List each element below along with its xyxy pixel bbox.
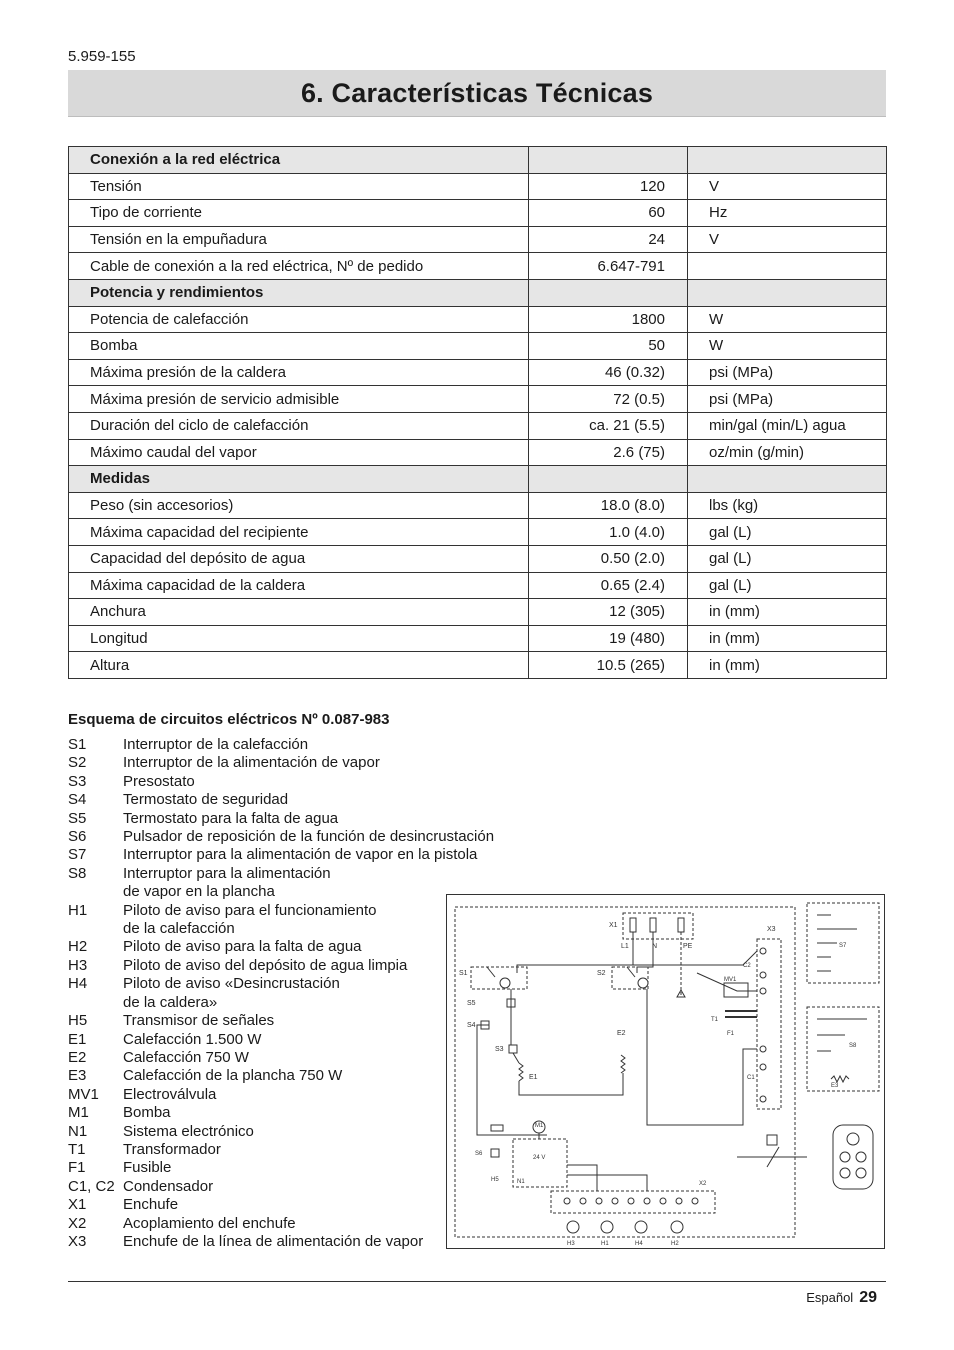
table-row — [69, 412, 887, 439]
wire — [567, 1175, 647, 1191]
cell-value: 2.6 (75) — [529, 439, 688, 466]
s4-label: S4 — [467, 1022, 476, 1029]
cell-label: Máxima capacidad del recipiente — [69, 519, 529, 546]
legend-description: Enchufe de la línea de alimentación de vapor — [123, 1232, 424, 1250]
legend-code: S2 — [68, 754, 87, 772]
legend-description: Interruptor para la alimentación — [123, 864, 331, 882]
cell-label: Tipo de corriente — [69, 200, 529, 227]
cell-value: 50 — [529, 333, 688, 360]
cell-label: Cable de conexión a la red eléctrica, Nº de pedido — [69, 253, 529, 280]
s2-label: S2 — [597, 970, 606, 977]
cell-label: Tensión en la empuñadura — [69, 226, 529, 253]
cell-unit: gal (L) — [688, 545, 887, 572]
wire — [567, 1165, 597, 1191]
specifications-table — [68, 146, 887, 679]
x1-label: X1 — [609, 922, 618, 929]
x2-pin — [692, 1198, 698, 1204]
cell-value: 1800 — [529, 306, 688, 333]
h2-lamp-icon — [671, 1221, 683, 1233]
s5-label: S5 — [467, 1000, 476, 1007]
e3-heater — [831, 1076, 849, 1082]
footer-rule — [68, 1281, 886, 1282]
legend-description: Sistema electrónico — [123, 1122, 254, 1140]
legend-description: Piloto de aviso para la falta de agua — [123, 938, 362, 956]
legend-description-continued: de vapor en la plancha — [123, 883, 275, 901]
cell-unit — [688, 466, 887, 493]
wire — [513, 1053, 519, 1063]
legend-description: Piloto de aviso «Desincrustación — [123, 975, 340, 993]
legend-description: Piloto de aviso del depósito de agua limpia — [123, 956, 408, 974]
legend-item — [68, 791, 538, 809]
legend-code: S3 — [68, 772, 87, 790]
s1-lamp-icon — [500, 978, 510, 988]
legend-item — [68, 773, 538, 791]
legend-description-continued: de la calefacción — [123, 920, 235, 938]
x2-coupling-box — [551, 1191, 715, 1213]
legend-code: X3 — [68, 1232, 87, 1250]
c2-label: C2 — [743, 963, 751, 969]
table-row — [69, 572, 887, 599]
cell-value — [529, 466, 688, 493]
cell-value: 12 (305) — [529, 599, 688, 626]
e1-heater — [519, 1063, 523, 1081]
cell-value: 18.0 (8.0) — [529, 492, 688, 519]
e1-label: E1 — [529, 1074, 538, 1081]
cell-unit: gal (L) — [688, 519, 887, 546]
plug-pin — [856, 1168, 866, 1178]
cell-label: Bomba — [69, 333, 529, 360]
plug-pin — [856, 1152, 866, 1162]
legend-item — [68, 754, 538, 772]
x1-pin-n — [650, 918, 656, 932]
n1-label: N1 — [517, 1179, 525, 1185]
legend-code: S6 — [68, 828, 87, 846]
e2-heater — [621, 1055, 625, 1073]
cell-value: 60 — [529, 200, 688, 227]
table-row — [69, 625, 887, 652]
legend-description: Interruptor de la calefacción — [123, 736, 309, 753]
cell-unit: W — [688, 306, 887, 333]
cell-unit: in (mm) — [688, 652, 887, 679]
legend-description: Enchufe — [123, 1196, 179, 1214]
h1-lamp-icon — [601, 1221, 613, 1233]
legend-code: M1 — [68, 1104, 89, 1122]
s8-label: S8 — [849, 1043, 857, 1049]
page-footer — [806, 1289, 877, 1307]
cell-value: 120 — [529, 173, 688, 200]
table-section-row — [69, 466, 887, 493]
legend-description: Calefacción de la plancha 750 W — [123, 1067, 343, 1085]
s1-switch-box — [471, 967, 527, 989]
legend-code: T1 — [68, 1140, 86, 1158]
legend-description-continued: de la caldera» — [123, 993, 218, 1011]
page-number: 29 — [859, 1289, 877, 1306]
circuit-legend-title: Esquema de circuitos eléctricos Nº 0.087-983 — [68, 711, 390, 728]
legend-code: X1 — [68, 1196, 87, 1214]
f1-label: F1 — [727, 1031, 735, 1037]
legend-code: S4 — [68, 791, 87, 809]
s2-lamp-icon — [638, 978, 648, 988]
table-row — [69, 519, 887, 546]
table-row — [69, 386, 887, 413]
cell-label: Capacidad del depósito de agua — [69, 545, 529, 572]
cell-label: Máxima presión de servicio admisible — [69, 386, 529, 413]
h5-label: H5 — [491, 1177, 499, 1183]
e3-label: E3 — [831, 1083, 839, 1089]
cell-value — [529, 279, 688, 306]
x2-pin — [644, 1198, 650, 1204]
table-row — [69, 200, 887, 227]
table-row — [69, 226, 887, 253]
table-section-row — [69, 279, 887, 306]
cell-value: 24 — [529, 226, 688, 253]
cell-label: Potencia de calefacción — [69, 306, 529, 333]
e2-label: E2 — [617, 1030, 626, 1037]
legend-item — [68, 810, 538, 828]
cell-value: 1.0 (4.0) — [529, 519, 688, 546]
table-row — [69, 492, 887, 519]
cell-label: Tensión — [69, 173, 529, 200]
x3-connector-box — [757, 939, 781, 1109]
x3-pin — [760, 972, 766, 978]
x3-pin — [760, 1064, 766, 1070]
cell-value: 72 (0.5) — [529, 386, 688, 413]
cell-unit: V — [688, 173, 887, 200]
x3-pin — [760, 948, 766, 954]
footer-language: Español — [806, 1290, 854, 1305]
table-row — [69, 253, 887, 280]
cell-label: Máxima presión de la caldera — [69, 359, 529, 386]
cell-value: 10.5 (265) — [529, 652, 688, 679]
n-label: N — [652, 943, 658, 950]
mv1-valve — [724, 983, 748, 997]
x2-pin — [580, 1198, 586, 1204]
cell-label: Peso (sin accesorios) — [69, 492, 529, 519]
cell-unit: W — [688, 333, 887, 360]
legend-code: MV1 — [68, 1085, 99, 1103]
table-row — [69, 359, 887, 386]
legend-description: Pulsador de reposición de la función de desincrustación — [123, 828, 495, 846]
legend-code: S1 — [68, 736, 87, 753]
table-row — [69, 545, 887, 572]
legend-code: E1 — [68, 1030, 87, 1048]
legend-description: Fusible — [123, 1159, 172, 1177]
cell-unit: in (mm) — [688, 625, 887, 652]
cell-unit: oz/min (g/min) — [688, 439, 887, 466]
cell-unit: Hz — [688, 200, 887, 227]
legend-code: S7 — [68, 846, 87, 864]
h5-buzzer — [491, 1125, 503, 1131]
legend-code: H2 — [68, 938, 88, 956]
legend-description: Bomba — [123, 1104, 171, 1122]
cell-label: Longitud — [69, 625, 529, 652]
wiring-diagram — [446, 894, 885, 1249]
legend-item — [68, 828, 538, 846]
table-row — [69, 439, 887, 466]
x3-pin — [760, 1046, 766, 1052]
legend-code: H4 — [68, 975, 88, 993]
x1-pin-l1 — [630, 918, 636, 932]
pe-label: PE — [683, 943, 693, 950]
wire — [633, 951, 757, 965]
cell-label: Máximo caudal del vapor — [69, 439, 529, 466]
s8-iron-box — [807, 1007, 879, 1091]
h3-lamp-icon — [567, 1221, 579, 1233]
table-row — [69, 173, 887, 200]
legend-code: H5 — [68, 1012, 88, 1030]
cell-unit: V — [688, 226, 887, 253]
h4-lamp-icon — [635, 1221, 647, 1233]
l1-label: L1 — [621, 943, 629, 950]
legend-description: Interruptor de la alimentación de vapor — [123, 754, 380, 772]
cell-value — [529, 147, 688, 174]
x2-pin — [612, 1198, 618, 1204]
legend-description: Calefacción 1.500 W — [123, 1030, 262, 1048]
cell-value: 0.65 (2.4) — [529, 572, 688, 599]
x2-pin — [596, 1198, 602, 1204]
x2-label: X2 — [699, 1181, 707, 1187]
t1-label: T1 — [711, 1017, 719, 1023]
cell-unit — [688, 279, 887, 306]
cell-unit — [688, 253, 887, 280]
title-bar — [68, 70, 886, 117]
cell-unit: gal (L) — [688, 572, 887, 599]
cell-label: Máxima capacidad de la caldera — [69, 572, 529, 599]
plug-pin — [840, 1152, 850, 1162]
wire-l1 — [517, 932, 633, 973]
legend-description: Termostato de seguridad — [123, 791, 289, 809]
h1-label: H1 — [601, 1241, 609, 1247]
legend-description: Interruptor para la alimentación de vapor en la pistola — [123, 846, 478, 864]
cell-value: 19 (480) — [529, 625, 688, 652]
h4-label: H4 — [635, 1241, 643, 1247]
s2-contact — [627, 967, 635, 977]
cell-unit: in (mm) — [688, 599, 887, 626]
table-row — [69, 306, 887, 333]
x3-label: X3 — [767, 926, 776, 933]
legend-code: N1 — [68, 1122, 88, 1140]
legend-code: S5 — [68, 809, 87, 827]
s3-pressostat — [509, 1045, 517, 1053]
s6-label: S6 — [475, 1151, 483, 1157]
plug-face-icon — [833, 1125, 873, 1189]
legend-code: E2 — [68, 1048, 87, 1066]
legend-code: H3 — [68, 956, 88, 974]
table-row — [69, 599, 887, 626]
mv1-label: MV1 — [724, 977, 737, 983]
x2-pin — [660, 1198, 666, 1204]
cell-label: Anchura — [69, 599, 529, 626]
s3-label: S3 — [495, 1046, 504, 1053]
m1-label: M1 — [535, 1123, 544, 1129]
page-title: 6. Características Técnicas — [300, 77, 654, 108]
c1-label: C1 — [747, 1075, 755, 1081]
x3-pin — [760, 988, 766, 994]
legend-description: Condensador — [123, 1177, 214, 1195]
cell-value: 6.647-791 — [529, 253, 688, 280]
circuit-frame — [455, 907, 795, 1237]
legend-description: Electroválvula — [123, 1085, 217, 1103]
legend-item — [68, 846, 538, 864]
v24-label: 24 V — [533, 1155, 546, 1161]
legend-description: Presostato — [123, 772, 195, 790]
x2-pin — [676, 1198, 682, 1204]
wire — [647, 989, 757, 1125]
cell-label: Medidas — [69, 466, 529, 493]
x3-pin — [760, 1096, 766, 1102]
cell-label: Conexión a la red eléctrica — [69, 147, 529, 174]
cell-label: Duración del ciclo de calefacción — [69, 412, 529, 439]
s1-label: S1 — [459, 970, 468, 977]
wiring-diagram-svg — [447, 895, 884, 1248]
cell-value: 46 (0.32) — [529, 359, 688, 386]
legend-code: X2 — [68, 1214, 87, 1232]
legend-description: Piloto de aviso para el funcionamiento — [123, 901, 377, 919]
legend-description: Transmisor de señales — [123, 1012, 275, 1030]
legend-description: Calefacción 750 W — [123, 1048, 249, 1066]
cell-value: ca. 21 (5.5) — [529, 412, 688, 439]
legend-code: S8 — [68, 864, 87, 882]
mv1-valve-icon — [767, 1135, 777, 1145]
x2-pin — [564, 1198, 570, 1204]
s6-button — [491, 1149, 499, 1157]
legend-code: F1 — [68, 1159, 86, 1177]
legend-description: Termostato para la falta de agua — [123, 809, 339, 827]
x1-pin-pe — [678, 918, 684, 932]
cell-label: Potencia y rendimientos — [69, 279, 529, 306]
plug-pin — [840, 1168, 850, 1178]
table-row — [69, 652, 887, 679]
legend-item — [68, 865, 538, 883]
table-section-row — [69, 147, 887, 174]
s7-label: S7 — [839, 943, 847, 949]
legend-code: C1, C2 — [68, 1177, 115, 1195]
legend-description: Transformador — [123, 1140, 221, 1158]
legend-item — [68, 736, 538, 754]
document-number: 5.959-155 — [68, 48, 136, 65]
cell-unit: min/gal (min/L) agua — [688, 412, 887, 439]
cell-unit — [688, 147, 887, 174]
s1-contact — [487, 967, 495, 977]
legend-code: H1 — [68, 901, 88, 919]
legend-code: E3 — [68, 1067, 87, 1085]
h3-label: H3 — [567, 1241, 575, 1247]
plug-pin — [847, 1133, 859, 1145]
cell-unit: psi (MPa) — [688, 386, 887, 413]
legend-description: Acoplamiento del enchufe — [123, 1214, 296, 1232]
cell-value: 0.50 (2.0) — [529, 545, 688, 572]
cell-unit: lbs (kg) — [688, 492, 887, 519]
h2-label: H2 — [671, 1241, 679, 1247]
cell-label: Altura — [69, 652, 529, 679]
table-row — [69, 333, 887, 360]
cell-unit: psi (MPa) — [688, 359, 887, 386]
x2-pin — [628, 1198, 634, 1204]
